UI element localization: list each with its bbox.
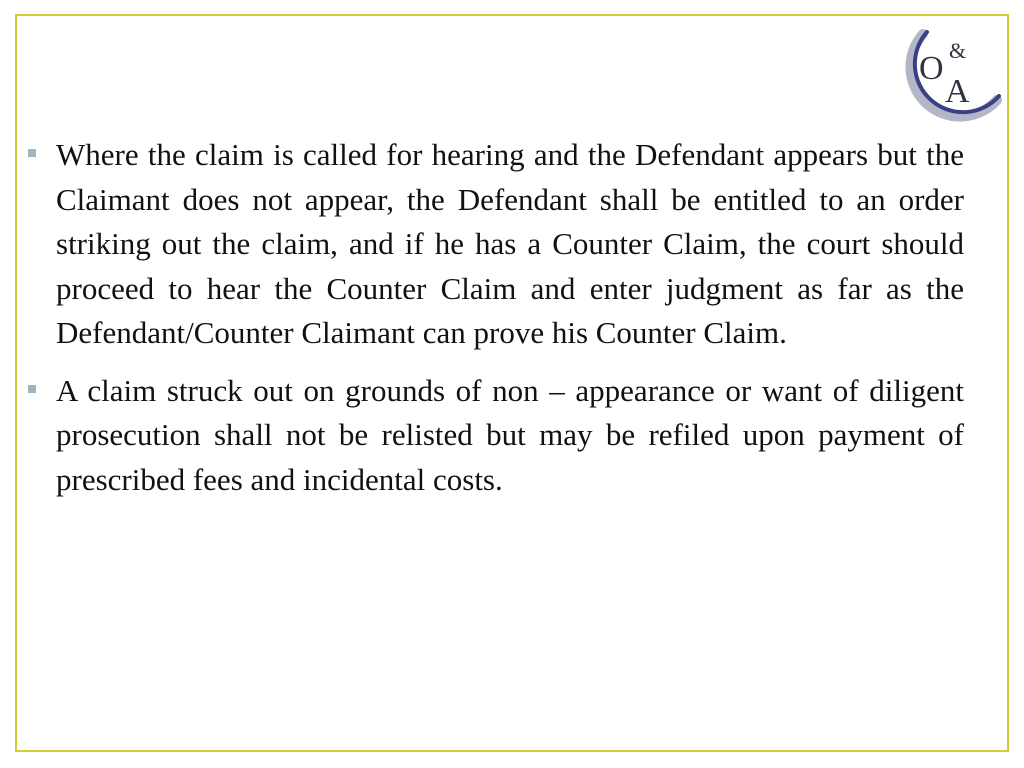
- bullet-list: [22, 133, 964, 515]
- bullet-text: A claim struck out on grounds of non – appearance or want of diligent prosecution shall not be relisted but may be refiled upon payment of prescribed fees and incidental costs.: [56, 372, 964, 497]
- logo-letter-o: O: [919, 50, 944, 87]
- logo-ampersand: &: [949, 38, 967, 63]
- bullet-item: [22, 133, 964, 356]
- bullet-text: Where the claim is called for hearing and the Defendant appears but the Claimant does not appear, the Defendant shall be entitled to an order striking out the claim, and if he has a Counter Claim, the court should proceed to hear the Counter Claim and enter judgment as far as the Defendant/Counter Claimant can prove his Counter Claim.: [56, 137, 964, 350]
- logo-letter-a: A: [945, 73, 970, 110]
- o-and-a-logo-icon: [893, 26, 1005, 130]
- square-bullet-icon: [28, 149, 36, 157]
- logo-graphic: [893, 26, 1005, 130]
- square-bullet-icon: [28, 385, 36, 393]
- bullet-item: [22, 369, 964, 503]
